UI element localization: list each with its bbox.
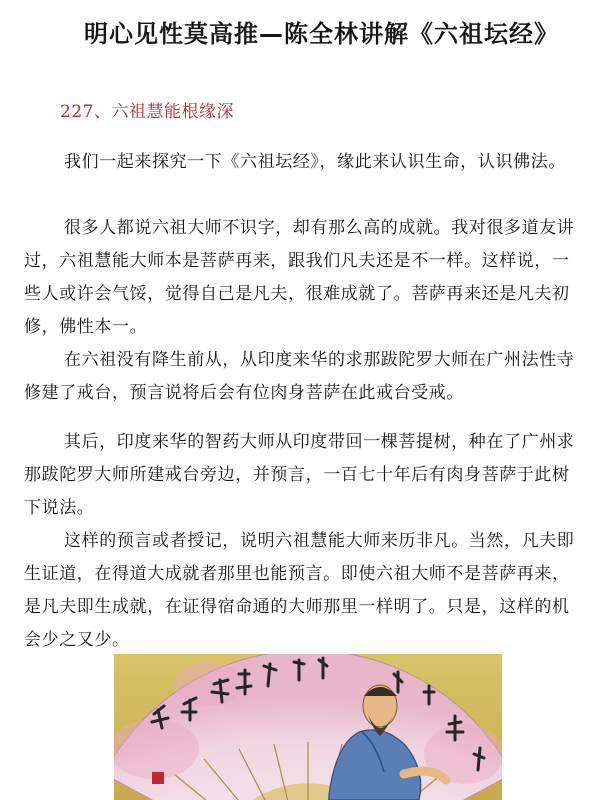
paragraph-3: 在六祖没有降生前从，从印度来华的求那跋陀罗大师在广州法性寺修建了戒台，预言说将后会有位肉身菩萨在此戒台受戒。 — [24, 350, 575, 403]
fan-image — [114, 654, 502, 800]
paragraph-1: 我们一起来探究一下《六祖坛经》，缘此来认识生命，认识佛法。 — [64, 152, 566, 172]
paragraph-2: 很多人都说六祖大师不识字，却有那么高的成就。我对很多道友讲过，六祖慧能大师本是菩萨再来，跟我们凡夫还是不一样。这样说，一些人或许会气馁，觉得自己是凡夫，很难成就了。菩萨再来还是凡夫初修，佛性本一。 — [24, 218, 575, 337]
paragraph-4: 其后，印度来华的智药大师从印度带回一棵菩提树，种在了广州求那跋陀罗大师所建戒台旁边，并预言，一百七十年后有肉身菩萨于此树下说法。 — [24, 432, 575, 518]
page-title: 明心见性莫高推—陈全林讲解《六祖坛经》 — [84, 20, 559, 48]
red-seal — [152, 772, 164, 784]
paragraph-5: 这样的预言或者授记，说明六祖慧能大师来历非凡。当然，凡夫即生证道，在得道大成就者那里也能预言。即使六祖大师不是菩萨再来，是凡夫即生成就，在证得宿命通的大师那里一样明了。只是，这样的机会少之又少。 — [24, 531, 575, 650]
section-heading: 227、六祖慧能根缘深 — [60, 102, 234, 122]
folding-fan-painting — [114, 654, 502, 800]
